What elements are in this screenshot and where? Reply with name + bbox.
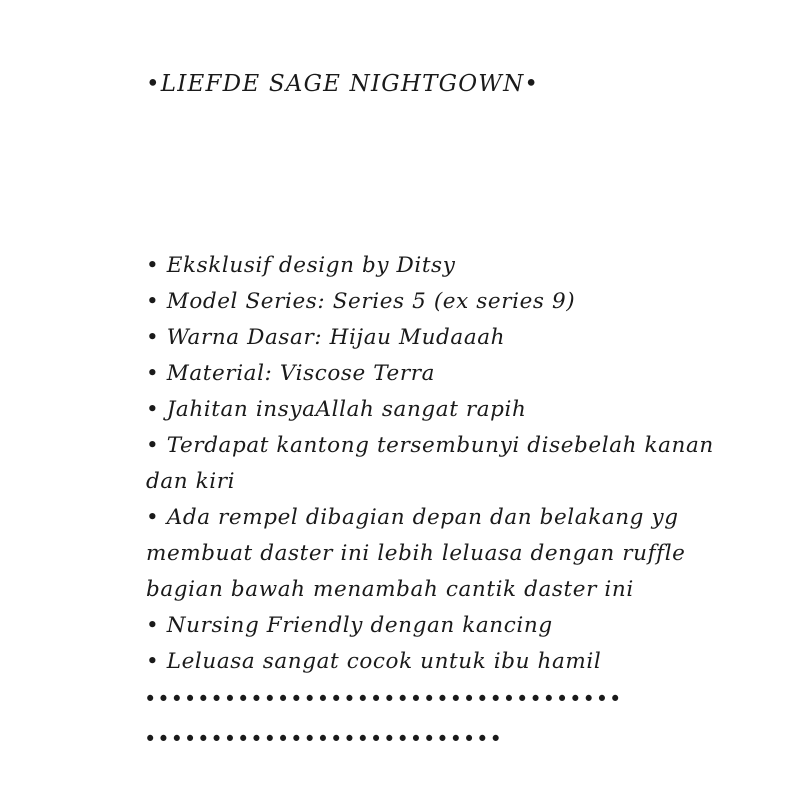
feature-line: • Ada rempel dibagian depan dan belakang yg — [146, 505, 679, 530]
feature-line-continuation: bagian bawah menambah cantik daster ini — [146, 577, 634, 602]
page-title: •LIEFDE SAGE NIGHTGOWN• — [146, 71, 540, 97]
feature-line-continuation: membuat daster ini lebih leluasa dengan ruffle — [146, 541, 686, 566]
feature-line-continuation: dan kiri — [146, 469, 236, 494]
feature-line: • Model Series: Series 5 (ex series 9) — [146, 289, 576, 314]
feature-line: • Jahitan insyaAllah sangat rapih — [146, 397, 527, 422]
dot-separator: •••••••••••••••••••••••••••••••••••• — [144, 687, 623, 711]
feature-line: • Nursing Friendly dengan kancing — [146, 613, 553, 638]
feature-line: • Warna Dasar: Hijau Mudaaah — [146, 325, 506, 350]
feature-list — [146, 248, 746, 680]
dot-separator: ••••••••••••••••••••••••••• — [144, 727, 503, 751]
feature-line: • Terdapat kantong tersembunyi disebelah kanan — [146, 433, 714, 458]
feature-line: • Leluasa sangat cocok untuk ibu hamil — [146, 649, 602, 674]
feature-line: • Material: Viscose Terra — [146, 361, 436, 386]
feature-line: • Eksklusif design by Ditsy — [146, 253, 456, 278]
